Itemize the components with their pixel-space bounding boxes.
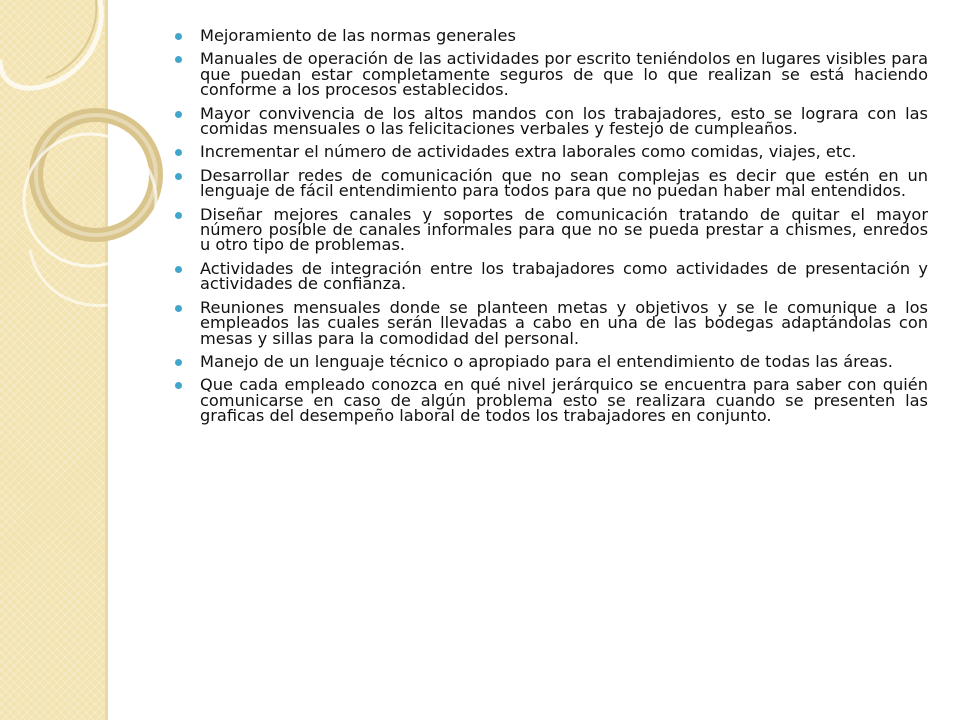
list-item: Incrementar el número de actividades extra laborales como comidas, viajes, etc. xyxy=(160,144,928,159)
list-item: Que cada empleado conozca en qué nivel jerárquico se encuentra para saber con quién comunicarse en caso de algún problema esto se realizara cuando se presenten las graficas del desempeño laboral de todos los trabajadores en conjunto. xyxy=(160,377,928,423)
list-item: Manuales de operación de las actividades por escrito teniéndolos en lugares visibles para que puedan estar completamente seguros de que lo que realizan se está haciendo conforme a los procesos establecidos. xyxy=(160,51,928,97)
list-item: Diseñar mejores canales y soportes de comunicación tratando de quitar el mayor número posible de canales informales para que no se pueda prestar a chismes, enredos u otro tipo de problemas. xyxy=(160,207,928,253)
bullet-list xyxy=(160,28,928,424)
list-item: Manejo de un lenguaje técnico o apropiado para el entendimiento de todas las áreas. xyxy=(160,354,928,369)
gold-swirl-ornament-icon xyxy=(0,0,140,320)
list-item: Reuniones mensuales donde se planteen metas y objetivos y se le comunique a los empleados las cuales serán llevadas a cabo en una de las bodegas adaptándolas con mesas y sillas para la comodidad del personal. xyxy=(160,300,928,346)
list-item: Mayor convivencia de los altos mandos con los trabajadores, esto se lograra con las comidas mensuales o las felicitaciones verbales y festejo de cumpleaños. xyxy=(160,106,928,137)
list-item: Desarrollar redes de comunicación que no sean complejas es decir que estén en un lenguaje de fácil entendimiento para todos para que no puedan haber mal entendidos. xyxy=(160,168,928,199)
bullet-content xyxy=(160,28,928,432)
list-item: Mejoramiento de las normas generales xyxy=(160,28,928,43)
list-item: Actividades de integración entre los trabajadores como actividades de presentación y actividades de confianza. xyxy=(160,261,928,292)
